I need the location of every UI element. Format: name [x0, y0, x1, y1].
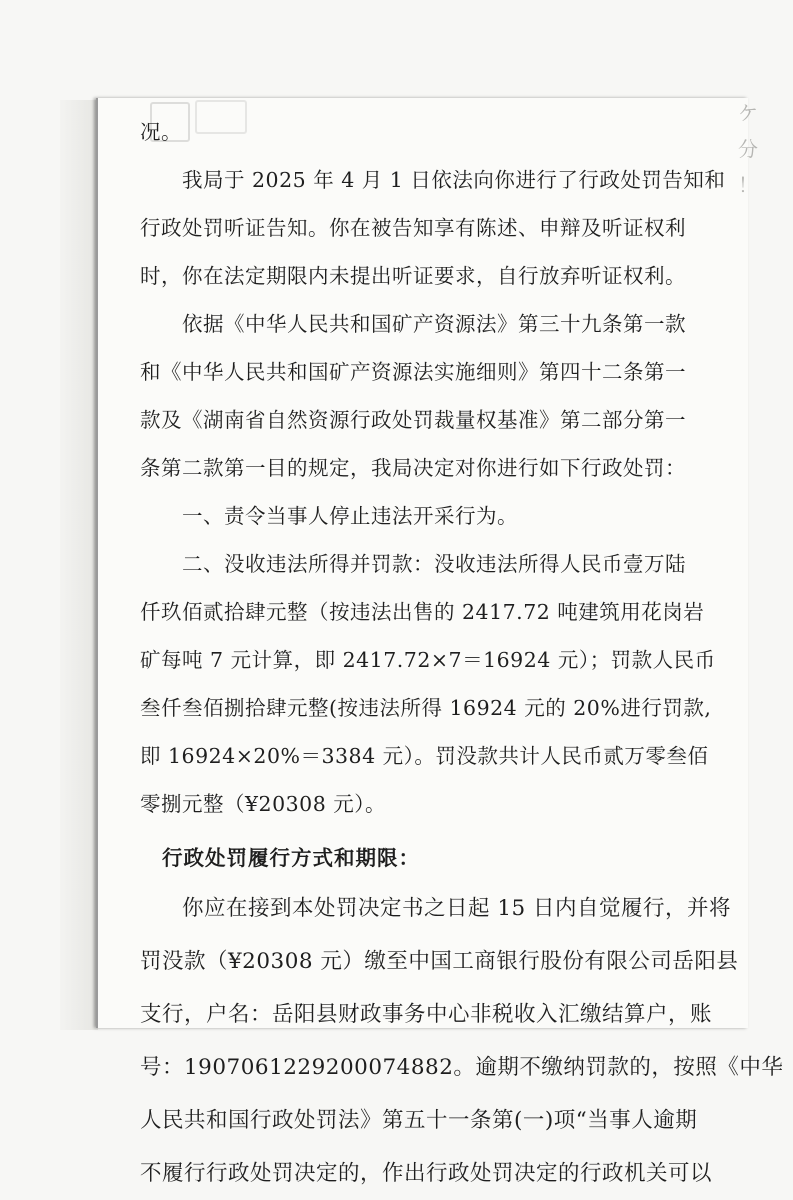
paragraph-line: 一、责令当事人停止违法开采行为。 [182, 504, 518, 528]
paragraph-line: 你应在接到本处罚决定书之日起 15 日内自觉履行，并将 [182, 896, 732, 921]
document-body [140, 108, 784, 1200]
paragraph-line: 支行，户名：岳阳县财政事务中心非税收入汇缴结算户，账 [140, 1002, 713, 1027]
paragraph-line: 罚没款（¥20308 元）缴至中国工商银行股份有限公司岳阳县 [140, 949, 739, 974]
paragraph-line: 不履行行政处罚决定的，作出行政处罚决定的行政机关可以 [140, 1161, 713, 1186]
bleed-mark: ！ [738, 173, 758, 197]
paragraph-line: 零捌元整（¥20308 元）。 [140, 792, 387, 816]
paragraph-line: 和《中华人民共和国矿产资源法实施细则》第四十二条第一 [140, 360, 686, 384]
bleed-mark: ケ [738, 101, 758, 125]
paragraph-line: 依据《中华人民共和国矿产资源法》第三十九条第一款 [182, 312, 686, 336]
paragraph-line: 行政处罚听证告知。你在被告知享有陈述、申辩及听证权利 [140, 216, 686, 240]
page-shadow-edge [60, 100, 98, 1030]
paragraph-line: 款及《湖南省自然资源行政处罚裁量权基准》第二部分第一 [140, 408, 686, 432]
paragraph-line: 仟玖佰贰拾肆元整（按违法出售的 2417.72 吨建筑用花岗岩 [140, 600, 705, 624]
paragraph-line: 时，你在法定期限内未提出听证要求，自行放弃听证权利。 [140, 264, 686, 288]
right-edge-bleed-marks [738, 95, 778, 203]
paragraph-line: 矿每吨 7 元计算，即 2417.72×7＝16924 元）；罚款人民币 [140, 648, 716, 672]
paragraph-line: 况。 [140, 120, 182, 144]
section-heading: 行政处罚履行方式和期限： [162, 846, 420, 870]
paragraph-line: 即 16924×20%＝3384 元）。罚没款共计人民币贰万零叁佰 [140, 744, 709, 768]
paragraph-line: 号：1907061229200074882。逾期不缴纳罚款的，按照《中华 [140, 1055, 784, 1080]
paragraph-line: 二、没收违法所得并罚款：没收违法所得人民币壹万陆 [182, 552, 686, 576]
paragraph-line: 叁仟叁佰捌拾肆元整(按违法所得 16924 元的 20%进行罚款, [140, 696, 712, 720]
paragraph-line: 人民共和国行政处罚法》第五十一条第(一)项“当事人逾期 [140, 1108, 698, 1133]
bleed-mark: 分 [738, 137, 758, 161]
paragraph-line: 我局于 2025 年 4 月 1 日依法向你进行了行政处罚告知和 [182, 168, 726, 192]
paragraph-line: 条第二款第一目的规定，我局决定对你进行如下行政处罚： [140, 456, 686, 480]
